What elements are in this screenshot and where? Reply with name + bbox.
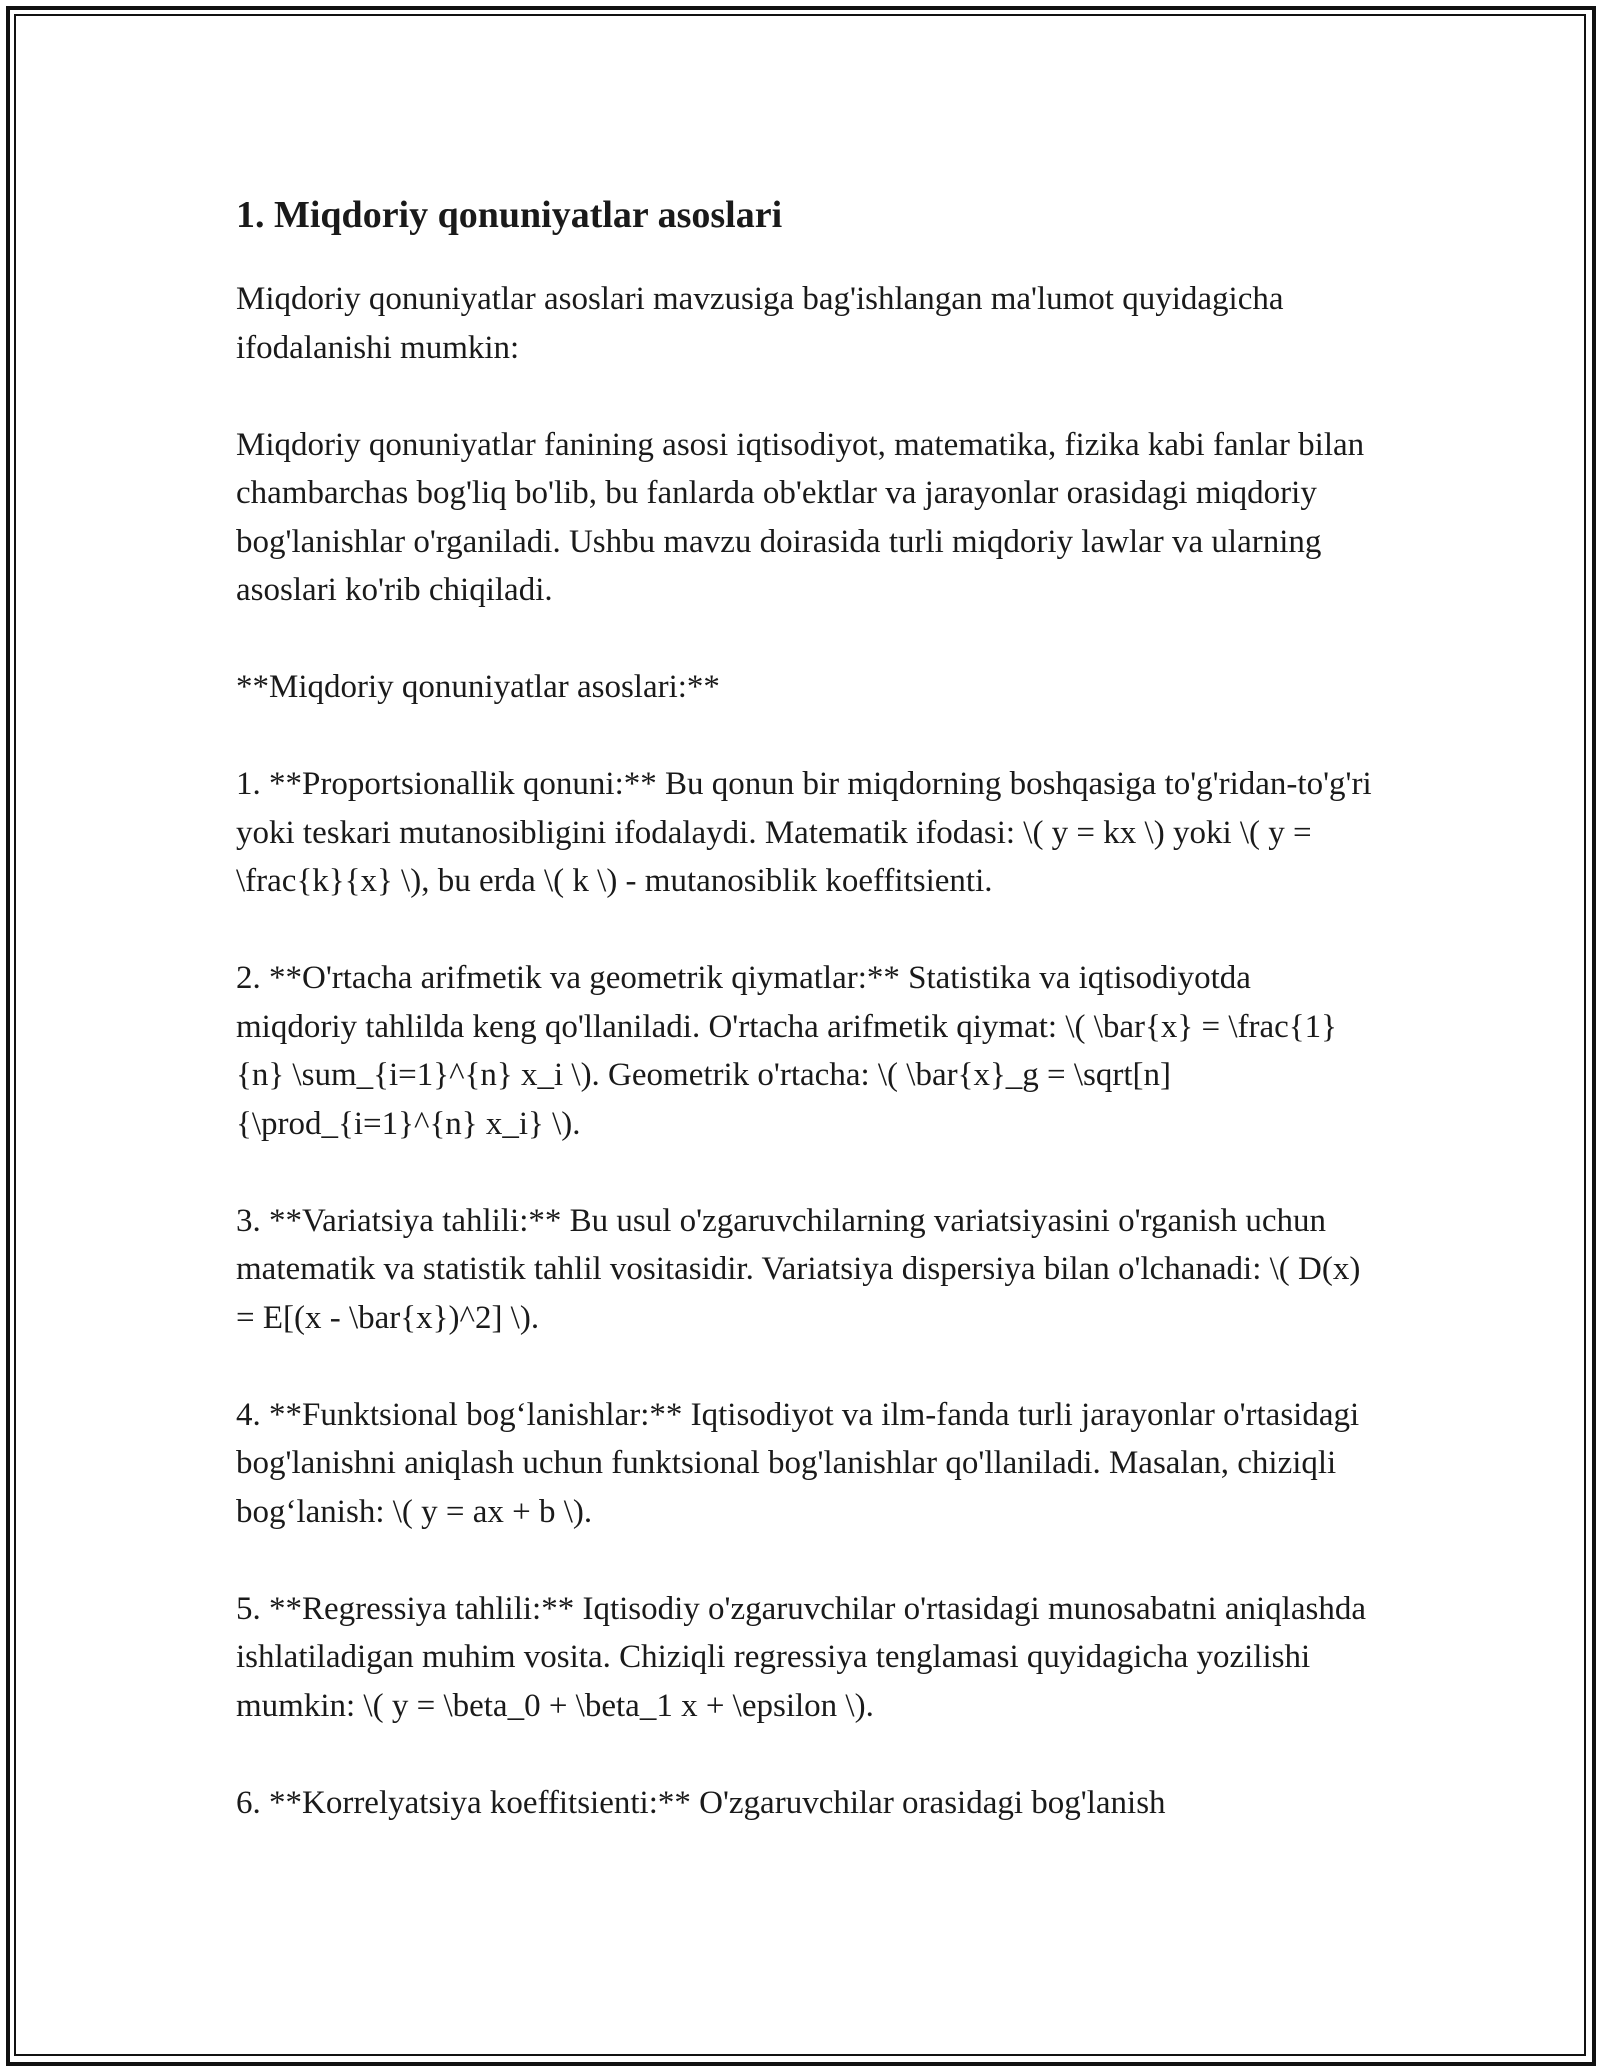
list-item-averages: 2. **O'rtacha arifmetik va geometrik qiymatlar:** Statistika va iqtisodiyotda miqdoriy tahlilda keng qo'llaniladi. O'rtacha arifmetik qiymat: \( \bar{x} = \frac{1}{n} \sum_{i=1}^{n} x_i \). Geometrik o'rtacha: \( \bar{x}_g = \sqrt[n]{\prod_{i=1}^{n} x_i} \).	[236, 960, 1337, 1142]
list-item-functional: 4. **Funktsional bog‘lanishlar:** Iqtisodiyot va ilm-fanda turli jarayonlar o'rtasidagi bog'lanishni aniqlash uchun funktsional bog'lanishlar qo'llaniladi. Masalan, chiziqli bog‘lanish: \( y = ax + b \).	[236, 1396, 1360, 1530]
list-item-proportionality: 1. **Proportsionallik qonuni:** Bu qonun bir miqdorning boshqasiga to'g'ridan-to'g'ri yoki teskari mutanosibligini ifodalaydi. Matematik ifodasi: \( y = kx \) yoki \( y = \frac{k}{x} \), bu erda \( k \) - mutanosiblik koeffitsienti.	[236, 766, 1372, 899]
intro-paragraph: Miqdoriy qonuniyatlar asoslari mavzusiga bag'ishlangan ma'lumot quyidagicha ifodalanishi mumkin:	[236, 281, 1284, 366]
list-item-correlation: 6. **Korrelyatsiya koeffitsienti:** O'zgaruvchilar orasidagi bog'lanish	[236, 1784, 1166, 1821]
list-item-variation: 3. **Variatsiya tahlili:** Bu usul o'zgaruvchilarning variatsiyasini o'rganish uchun matematik va statistik tahlil vositasidir. Variatsiya dispersiya bilan o'lchanadi: \( D(x) = E[(x - \bar{x})^2] \).	[236, 1202, 1361, 1336]
list-item-regression: 5. **Regressiya tahlili:** Iqtisodiy o'zgaruvchilar o'rtasidagi munosabatni aniqlashda ishlatiladigan muhim vosita. Chiziqli regressiya tenglamasi quyidagicha yozilishi mumkin: \( y = \beta_0 + \beta_1 x + \epsilon \).	[236, 1590, 1366, 1724]
document-page	[236, 185, 1376, 1876]
list-heading: **Miqdoriy qonuniyatlar asoslari:**	[236, 669, 720, 705]
section-heading: 1. Miqdoriy qonuniyatlar asoslari	[236, 194, 783, 236]
description-paragraph: Miqdoriy qonuniyatlar fanining asosi iqtisodiyot, matematika, fizika kabi fanlar bilan chambarchas bog'liq bo'lib, bu fanlarda ob'ektlar va jarayonlar orasidagi miqdoriy bog'lanishlar o'rganiladi. Ushbu mavzu doirasida turli miqdoriy lawlar va ularning asoslari ko'rib chiqiladi.	[236, 426, 1365, 608]
